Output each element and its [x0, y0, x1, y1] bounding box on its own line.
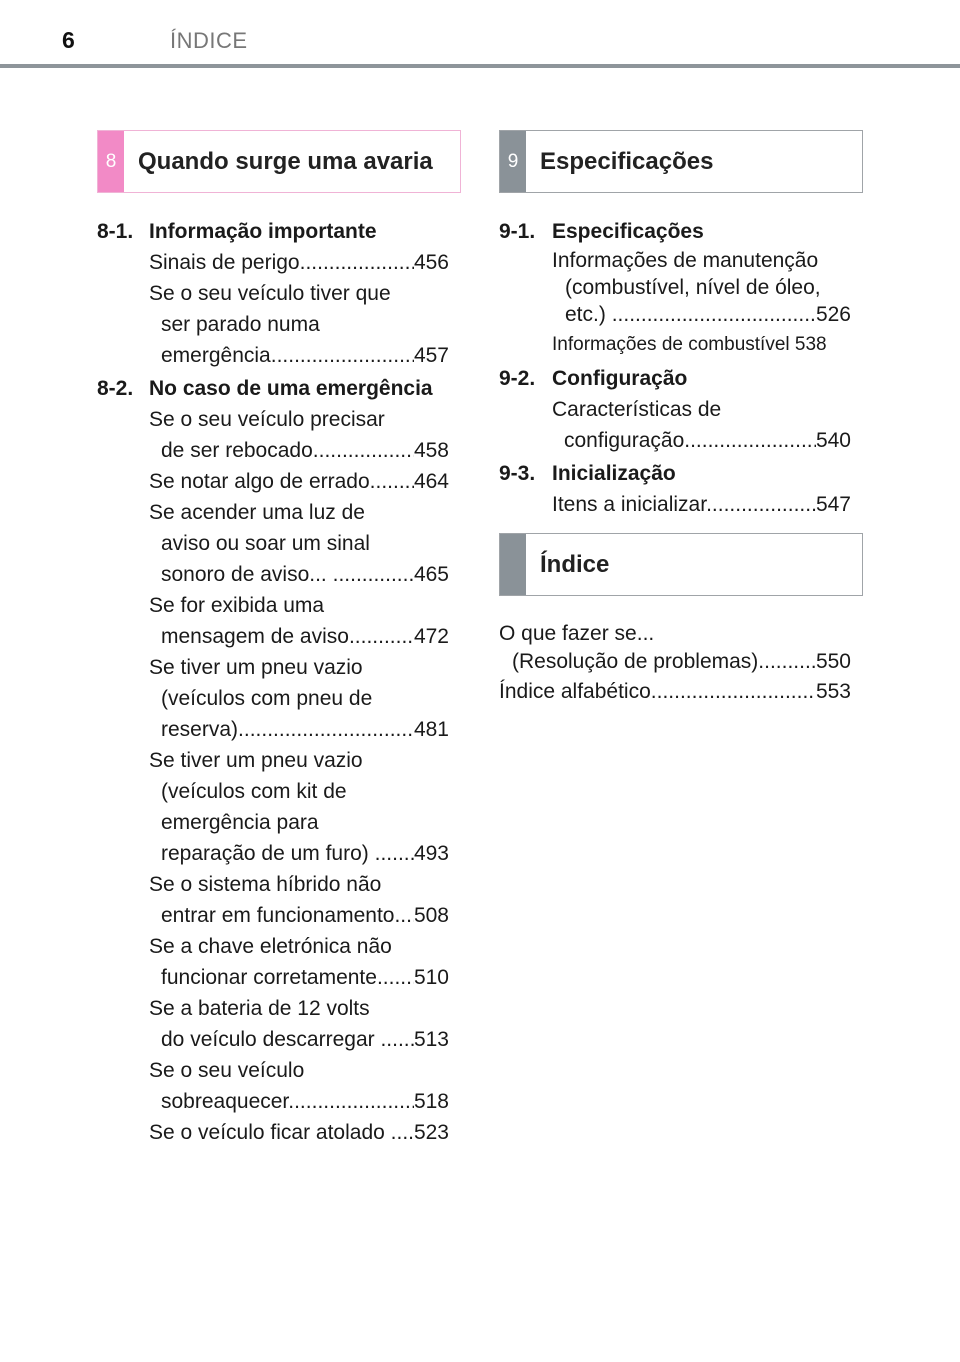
index-section-tab	[500, 534, 526, 595]
toc-entry-combustivel[interactable]: Informações de combustível 538	[552, 334, 827, 355]
toc-entry-manutencao-line2[interactable]: (combustível, nível de óleo,	[565, 276, 821, 299]
toc-entry-luz-aviso[interactable]: sonoro de aviso... ..... 465	[161, 559, 449, 590]
toc-entry-pneu-reserva-line1[interactable]: Se tiver um pneu vazio	[149, 656, 363, 679]
toc-index-column	[499, 620, 851, 708]
toc-entry-chave[interactable]: funcionar corretamente ..... 510	[161, 962, 449, 993]
toc-entry-parado-emergencia[interactable]: emergência ..... 457	[161, 340, 449, 371]
toc-entry-pneu-reserva-line2[interactable]: (veículos com pneu de	[161, 687, 373, 710]
toc-entry-bateria[interactable]: do veículo descarregar ..... 513	[161, 1024, 449, 1055]
header-rule	[0, 64, 960, 68]
toc-entry-rebocado-line1[interactable]: Se o seu veículo precisar	[149, 408, 385, 431]
toc-entry-pneu-kit[interactable]: reparação de um furo) ..... 493	[161, 838, 449, 869]
toc-entry-mensagem-aviso[interactable]: mensagem de aviso ..... 472	[161, 621, 449, 652]
toc-entry-hibrido-line1[interactable]: Se o sistema híbrido não	[149, 873, 382, 896]
index-section-header	[499, 533, 863, 596]
toc-entry-bateria-line1[interactable]: Se a bateria de 12 volts	[149, 997, 370, 1020]
toc-entry-problemas-line1[interactable]: O que fazer se...	[499, 622, 655, 645]
toc-entry-parado-line2[interactable]: ser parado numa	[161, 313, 320, 336]
toc-entry-manutencao-line1[interactable]: Informações de manutenção	[552, 249, 819, 272]
toc-entry-indice-alfabetico[interactable]: Índice alfabético ..... 553	[499, 676, 851, 708]
toc-entry-configuracao-line1[interactable]: Características de	[552, 398, 722, 421]
toc-entry-pneu-kit-line3[interactable]: emergência para	[161, 811, 319, 834]
toc-entry-algo-errado[interactable]: Se notar algo de errado ..... 464	[149, 466, 449, 497]
toc-entry-pneu-reserva[interactable]: reserva) ..... 481	[161, 714, 449, 745]
toc-entry-pneu-kit-line1[interactable]: Se tiver um pneu vazio	[149, 749, 363, 772]
section-9-title: Especificações	[540, 148, 714, 175]
page-number: 6	[62, 27, 75, 53]
toc-entry-mensagem-line1[interactable]: Se for exibida uma	[149, 594, 325, 617]
toc-entry-luz-aviso-line1[interactable]: Se acender uma luz de	[149, 501, 365, 524]
header-title: ÍNDICE	[170, 28, 248, 53]
page-header	[0, 0, 960, 68]
toc-entry-problemas[interactable]: (Resolução de problemas) ..... 550	[512, 648, 851, 676]
toc-entry-inicializar[interactable]: Itens a inicializar ..... 547	[552, 489, 851, 520]
toc-entry-parado-line1[interactable]: Se o seu veículo tiver que	[149, 282, 391, 305]
toc-entry-manutencao[interactable]: etc.) ..... 526	[565, 301, 851, 329]
toc-entry-hibrido[interactable]: entrar em funcionamento ..... 508	[161, 900, 449, 931]
index-section-title: Índice	[540, 551, 610, 578]
section-8-header	[97, 130, 461, 193]
toc-entry-atolado[interactable]: Se o veículo ficar atolado ..... 523	[149, 1117, 449, 1148]
chapter-9-1[interactable]: 9-1. Especificações	[499, 220, 704, 243]
chapter-9-2[interactable]: 9-2. Configuração	[499, 367, 688, 390]
toc-entry-chave-line1[interactable]: Se a chave eletrónica não	[149, 935, 392, 958]
toc-entry-configuracao[interactable]: configuração ..... 540	[564, 425, 851, 456]
toc-entry-pneu-kit-line2[interactable]: (veículos com kit de	[161, 780, 347, 803]
section-9-header	[499, 130, 863, 193]
chapter-8-1[interactable]: 8-1. Informação importante	[97, 220, 377, 243]
chapter-9-3[interactable]: 9-3. Inicialização	[499, 462, 676, 485]
toc-right-column	[499, 216, 851, 520]
toc-left-column	[97, 216, 449, 1148]
section-8-title: Quando surge uma avaria	[138, 148, 433, 175]
chapter-8-2[interactable]: 8-2. No caso de uma emergência	[97, 377, 433, 400]
section-8-tab: 8	[98, 131, 124, 192]
toc-entry-rebocado[interactable]: de ser rebocado ..... 458	[161, 435, 449, 466]
toc-entry-sobreaquecer[interactable]: sobreaquecer ..... 518	[161, 1086, 449, 1117]
section-9-tab: 9	[500, 131, 526, 192]
toc-entry-sinais-de-perigo[interactable]: Sinais de perigo ..... 456	[149, 247, 449, 278]
toc-entry-sobreaquecer-line1[interactable]: Se o seu veículo	[149, 1059, 305, 1082]
toc-entry-luz-aviso-line2[interactable]: aviso ou soar um sinal	[161, 532, 370, 555]
